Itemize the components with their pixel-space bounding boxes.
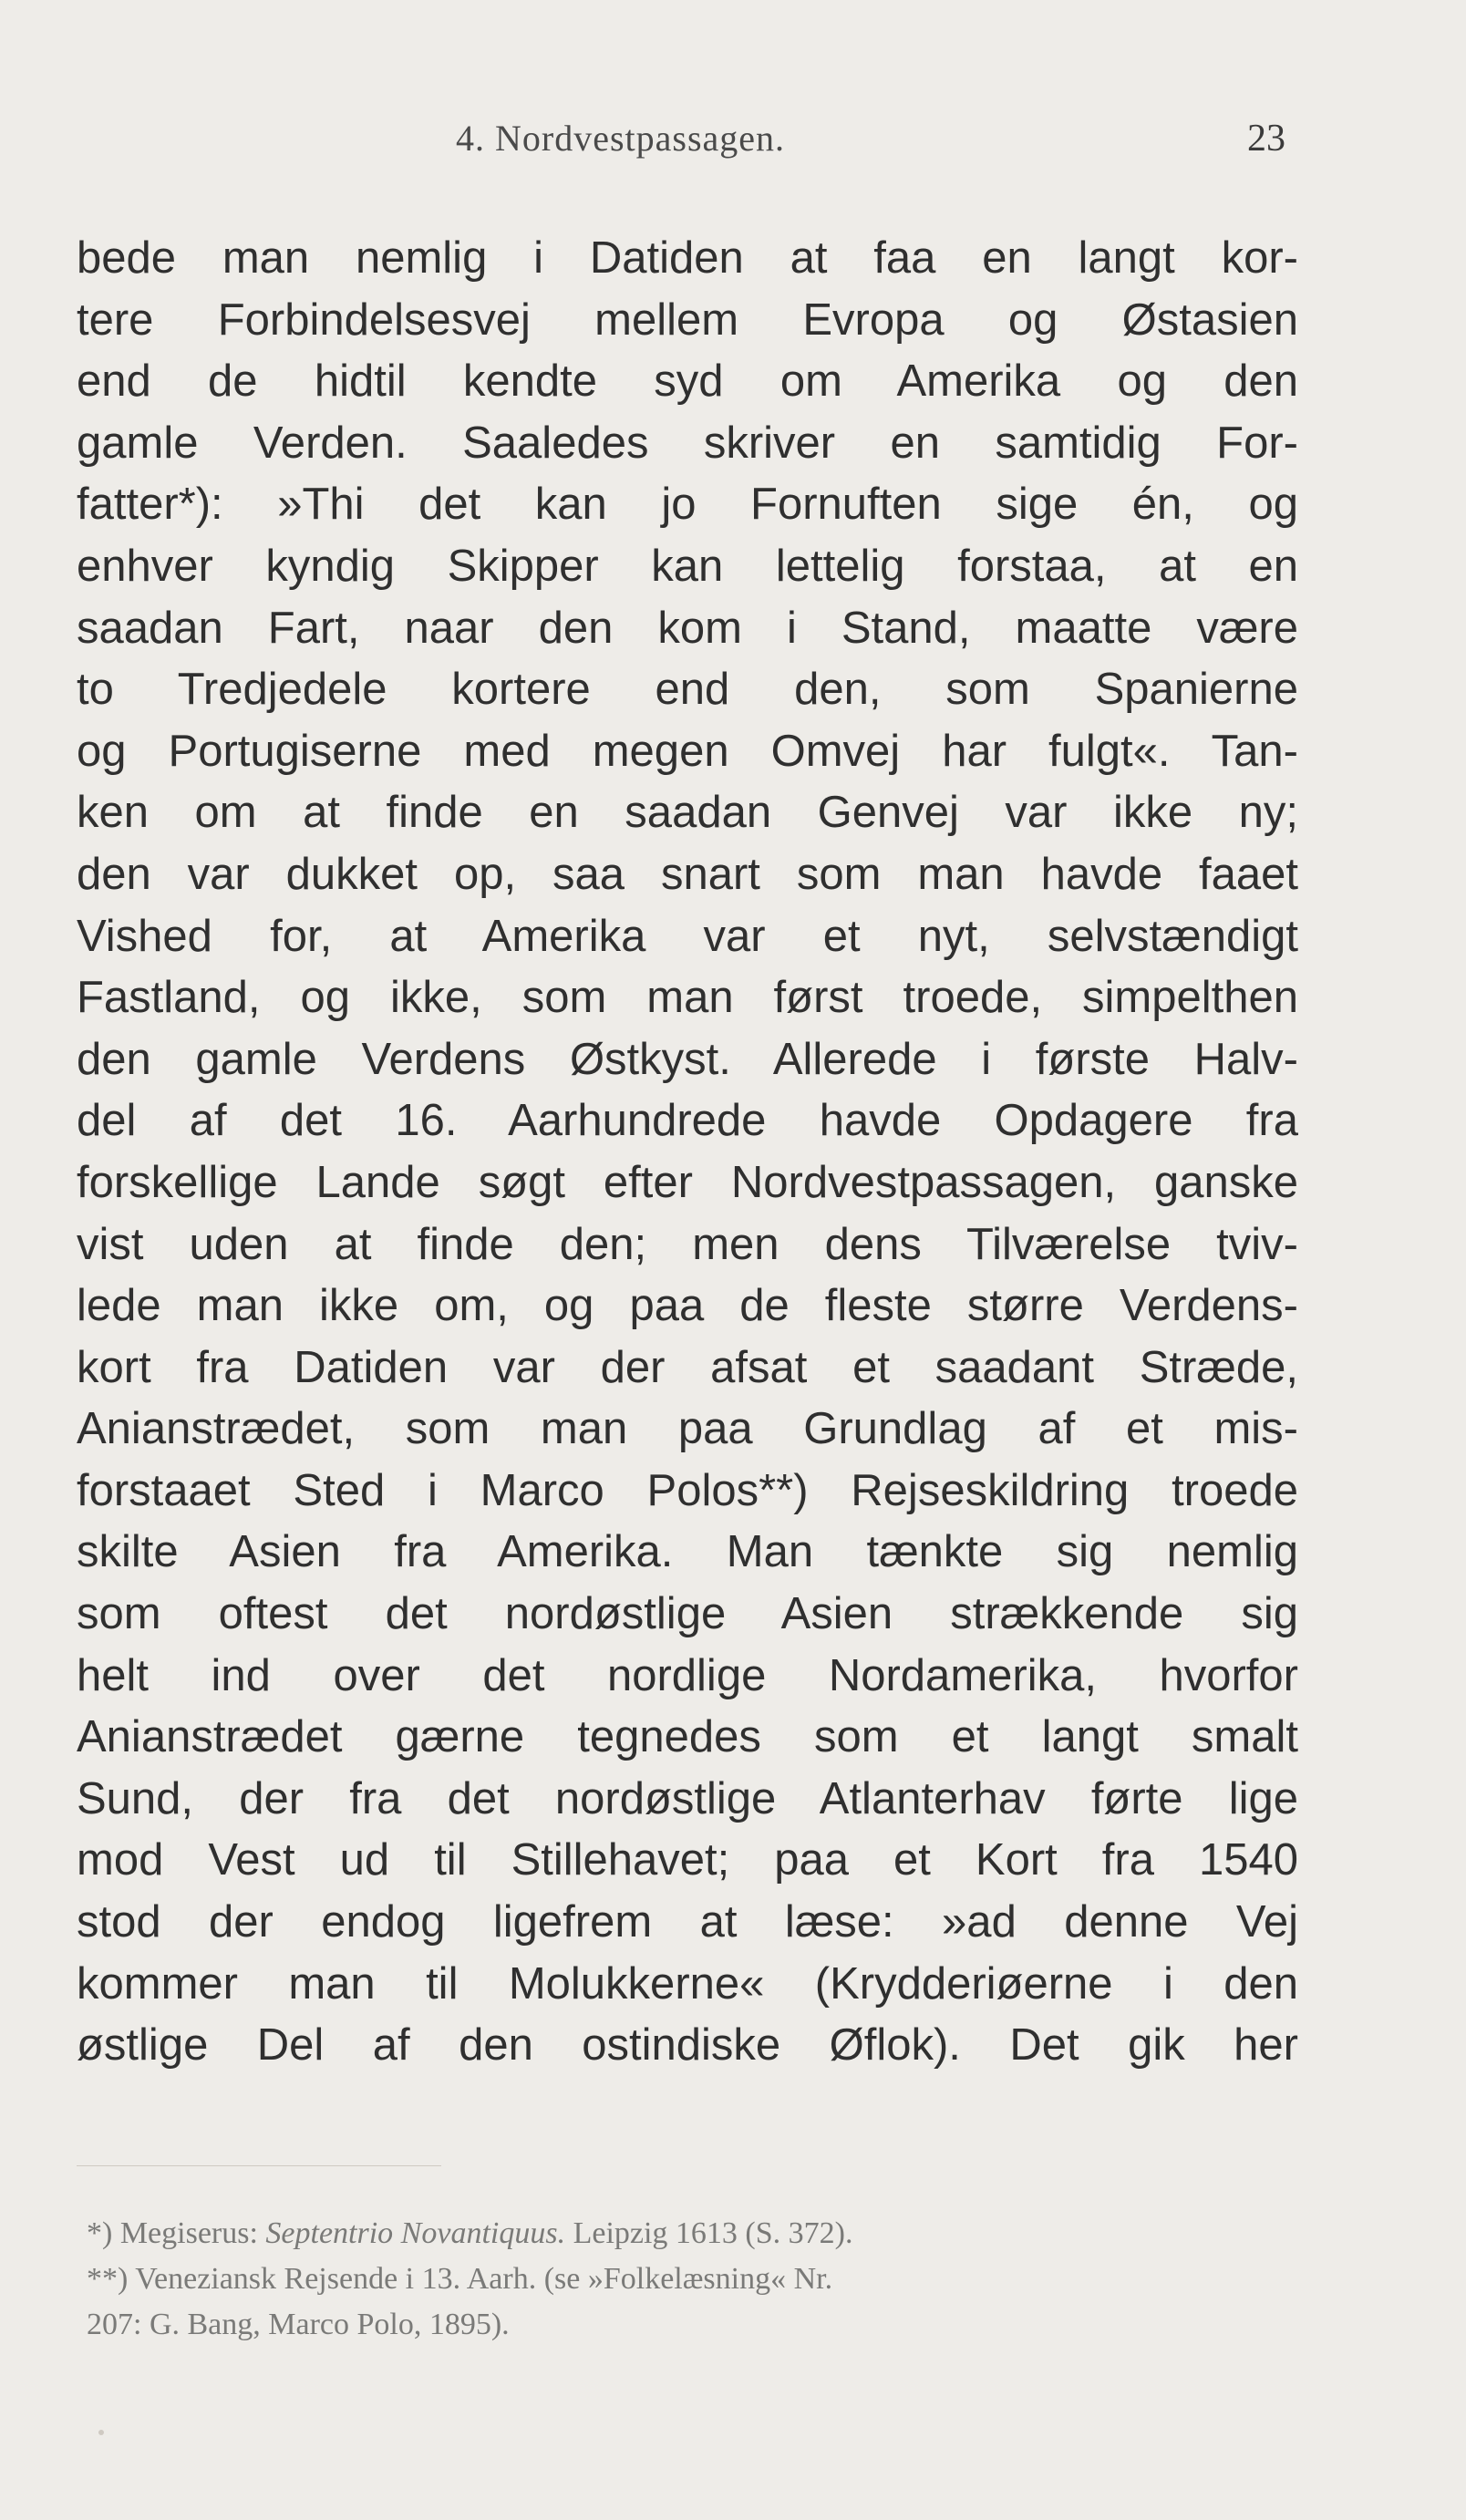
text-line: end de hidtil kendte syd om Amerika og den	[77, 356, 1298, 407]
text-line: Anianstrædet, som man paa Grundlag af et mis-	[77, 1404, 1298, 1454]
text-line: Anianstrædet gærne tegnedes som et langt smalt	[77, 1712, 1298, 1762]
text-line: forstaaet Sted i Marco Polos**) Rejseskildring troede	[77, 1465, 1298, 1515]
text-line: saadan Fart, naar den kom i Stand, maatte være	[77, 603, 1298, 653]
text-line: fatter*): »Thi det kan jo Fornuften sige én, og	[77, 480, 1298, 530]
text-line: mod Vest ud til Stillehavet; paa et Kort fra 1540	[77, 1835, 1298, 1885]
text-line: vist uden at finde den; men dens Tilværelse tviv-	[77, 1219, 1298, 1269]
text-line: skilte Asien fra Amerika. Man tænkte sig nemlig	[77, 1527, 1298, 1577]
text-line: Vished for, at Amerika var et nyt, selvstændigt	[77, 911, 1298, 961]
text-line: bede man nemlig i Datiden at faa en langt kor-	[77, 233, 1298, 283]
footnote-rule	[77, 2165, 441, 2166]
text-line: tere Forbindelsesvej mellem Evropa og Østasien	[77, 294, 1298, 345]
footnote-author: Megiserus:	[119, 2216, 258, 2250]
footnote-marker: *)	[87, 2216, 113, 2250]
page-header	[0, 117, 1466, 171]
text-line: gamle Verden. Saaledes skriver en samtidig For-	[77, 418, 1298, 468]
text-line: enhver kyndig Skipper kan lettelig forstaa, at en	[77, 541, 1298, 591]
text-line: lede man ikke om, og paa de fleste større Verdens-	[77, 1281, 1298, 1331]
text-line: del af det 16. Aarhundrede havde Opdagere fra	[77, 1096, 1298, 1146]
text-line: kommer man til Molukkerne« (Krydderiøerne i den	[77, 1958, 1298, 2009]
text-line: Sund, der fra det nordøstlige Atlanterhav førte lige	[77, 1773, 1298, 1823]
running-title: 4. Nordvestpassagen.	[456, 118, 786, 159]
paper-speck	[98, 2430, 104, 2435]
footnote-citation: Leipzig 1613 (S. 372).	[573, 2216, 853, 2250]
footnote-title: Septentrio Novantiquus.	[265, 2216, 566, 2250]
footnote-2: **) Veneziansk Rejsende i 13. Aarh. (se »Folkelæsning« Nr.	[87, 2262, 833, 2296]
text-line: Fastland, og ikke, som man først troede, simpelthen	[77, 973, 1298, 1023]
text-line: som oftest det nordøstlige Asien strækkende sig	[77, 1589, 1298, 1639]
text-line: og Portugiserne med megen Omvej har fulgt«. Tan-	[77, 726, 1298, 776]
text-line: to Tredjedele kortere end den, som Spanierne	[77, 665, 1298, 715]
footnotes	[87, 2211, 1299, 2348]
text-line: østlige Del af den ostindiske Øflok). Det gik her	[77, 2020, 1298, 2071]
text-line: forskellige Lande søgt efter Nordvestpassagen, ganske	[77, 1157, 1298, 1207]
body-text	[77, 228, 1298, 2077]
text-line: den var dukket op, saa snart som man havde faaet	[77, 849, 1298, 899]
text-line: kort fra Datiden var der afsat et saadant Stræde,	[77, 1342, 1298, 1392]
text-line: helt ind over det nordlige Nordamerika, hvorfor	[77, 1650, 1298, 1700]
text-line: ken om at finde en saadan Genvej var ikke ny;	[77, 788, 1298, 838]
text-line: den gamle Verdens Østkyst. Allerede i første Halv-	[77, 1034, 1298, 1084]
footnote-2-continued: 207: G. Bang, Marco Polo, 1895).	[87, 2308, 510, 2341]
footnote-1	[87, 2211, 1299, 2257]
page-number: 23	[1247, 118, 1285, 160]
text-line: stod der endog ligefrem at læse: »ad denne Vej	[77, 1897, 1298, 1947]
